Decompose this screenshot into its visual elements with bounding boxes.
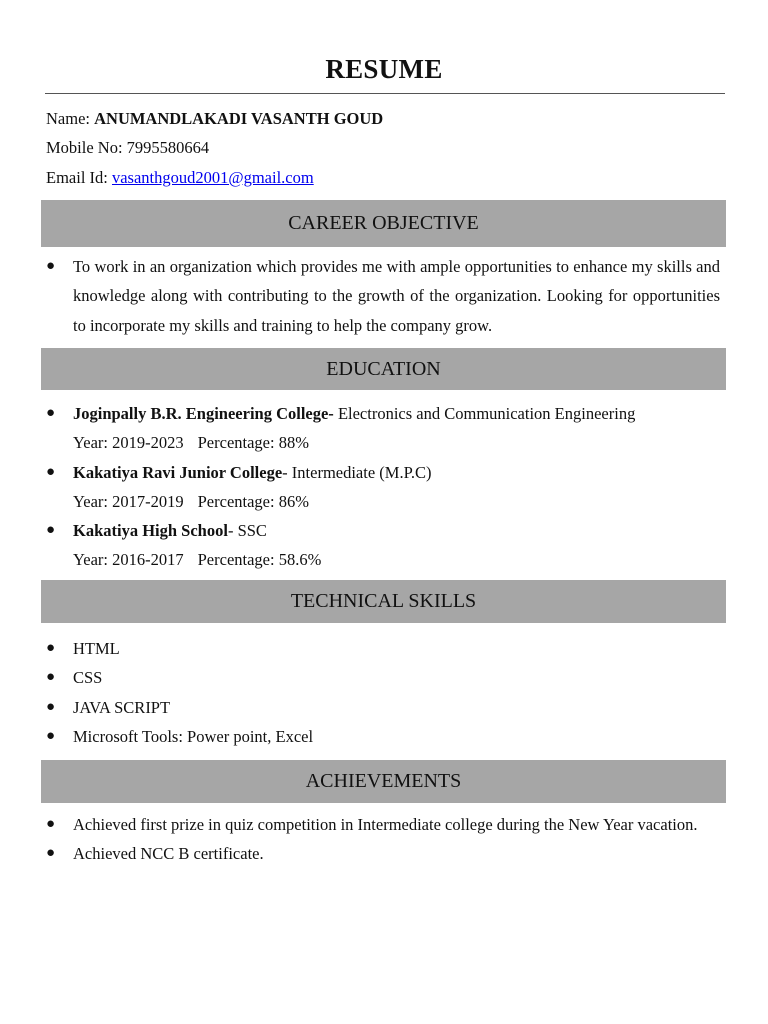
education-percentage: Percentage: 88% — [197, 433, 309, 453]
education-course: - Intermediate (M.P.C) — [282, 462, 432, 482]
achievement-text: Achieved first prize in quiz competition in Intermediate college during the New Year vacation. — [73, 815, 698, 834]
education-institution: Kakatiya Ravi Junior College — [73, 462, 283, 482]
education-year: Year: 2019-2023 — [73, 433, 184, 453]
education-list — [46, 399, 720, 575]
skill-text: JAVA SCRIPT — [73, 697, 171, 717]
email-label: Email Id: — [46, 168, 108, 187]
skill-text: CSS — [73, 668, 103, 688]
name-label: Name: — [46, 109, 90, 128]
list-item — [46, 399, 720, 458]
email-line — [46, 168, 314, 188]
bullet-icon: ● — [46, 522, 56, 539]
achievements-header: ACHIEVEMENTS — [41, 760, 726, 803]
bullet-icon: ● — [46, 727, 56, 744]
bullet-icon: ● — [46, 405, 56, 421]
technical-skills-list — [46, 634, 720, 751]
list-item — [46, 722, 720, 751]
bullet-icon: ● — [46, 640, 56, 656]
mobile-label: Mobile No: — [46, 138, 123, 157]
skill-text: Microsoft Tools: Power point, Excel — [73, 726, 314, 746]
education-course: Electronics and Communication Engineering — [333, 404, 636, 423]
bullet-icon: ● — [46, 258, 56, 274]
bullet-icon: ● — [46, 698, 56, 715]
list-item — [46, 458, 720, 517]
education-percentage: Percentage: 58.6% — [197, 550, 322, 570]
list-item — [46, 516, 720, 575]
page-title: RESUME — [325, 54, 443, 84]
list-item — [46, 634, 720, 663]
list-item — [46, 839, 720, 868]
career-objective-list — [46, 252, 720, 340]
list-item — [46, 252, 720, 340]
bullet-icon: ● — [46, 816, 56, 832]
name-value: ANUMANDLAKADI VASANTH GOUD — [94, 109, 384, 128]
achievements-list — [46, 810, 720, 869]
education-details — [73, 545, 720, 574]
list-item — [46, 663, 720, 692]
bullet-icon: ● — [46, 845, 56, 862]
career-objective-header: CAREER OBJECTIVE — [41, 200, 726, 247]
skill-text: HTML — [73, 639, 120, 658]
education-year: Year: 2017-2019 — [73, 491, 184, 511]
education-year: Year: 2016-2017 — [73, 550, 184, 570]
title-divider — [45, 93, 725, 94]
achievement-text: Achieved NCC B certificate. — [73, 844, 264, 864]
education-details — [73, 428, 720, 457]
bullet-icon: ● — [46, 669, 56, 686]
list-item — [46, 693, 720, 722]
education-header: EDUCATION — [41, 348, 726, 390]
education-institution: Joginpally B.R. Engineering College- — [73, 404, 334, 423]
mobile-line — [46, 138, 209, 158]
education-institution: Kakatiya High School — [73, 521, 228, 541]
name-line — [46, 109, 383, 129]
technical-skills-header: TECHNICAL SKILLS — [41, 580, 726, 623]
education-course: - SSC — [227, 521, 267, 541]
list-item — [46, 810, 720, 839]
mobile-value: 7995580664 — [126, 138, 210, 157]
bullet-icon: ● — [46, 463, 56, 480]
career-objective-text: To work in an organization which provides me with ample opportunities to enhance my skills and knowledge along with contributing to the growth of the organization. Looking for opportunities to incorporate my skills and training to help the company grow. — [73, 257, 720, 335]
education-percentage: Percentage: 86% — [197, 491, 309, 511]
email-link[interactable]: vasanthgoud2001@gmail.com — [111, 168, 314, 187]
education-details — [73, 487, 720, 516]
